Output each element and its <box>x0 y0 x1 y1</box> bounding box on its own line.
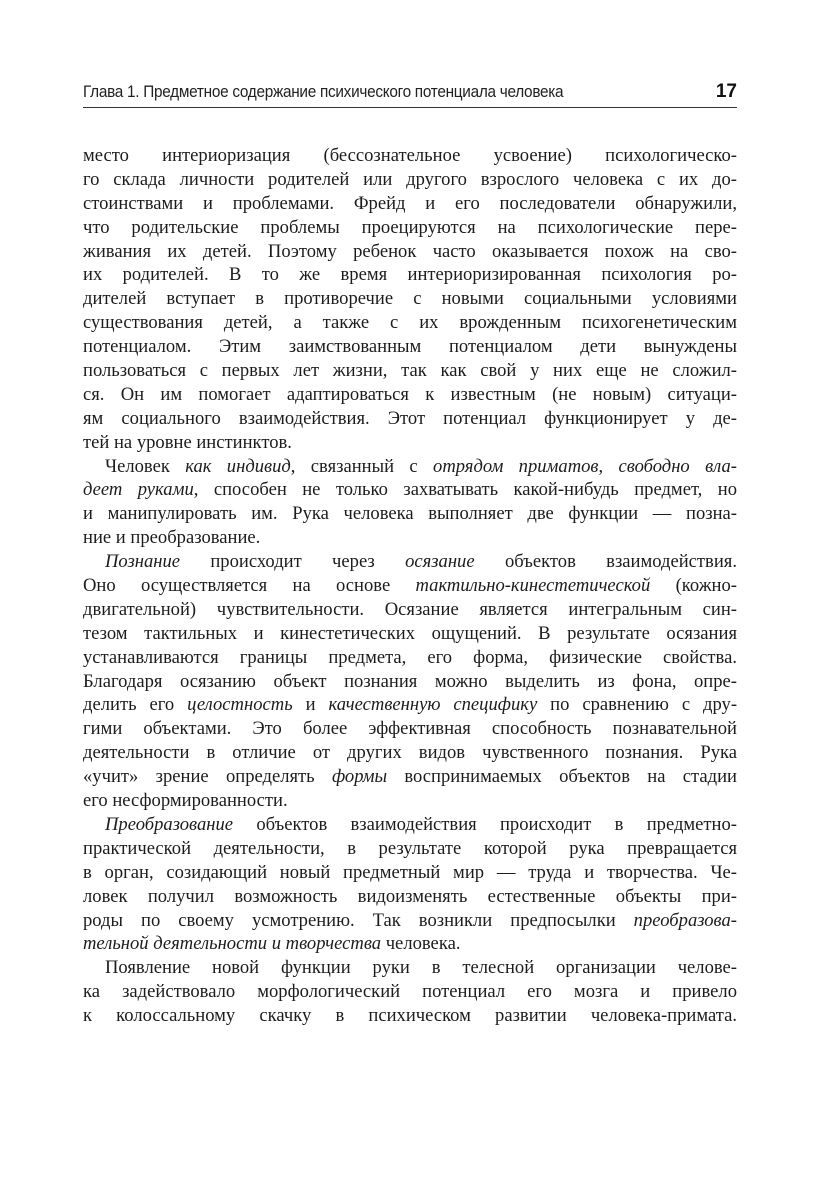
text-line <box>83 1004 737 1028</box>
text-run: (кожно- <box>650 575 737 597</box>
text-line <box>83 885 737 909</box>
text-run: роды по своему усмотрению. Так возникли предпосылки <box>83 909 634 931</box>
text-run: и манипулировать им. Рука человека выполняет две функции — позна- <box>83 503 737 525</box>
text-run: ловек получил возможность видоизменять естественные объекты при- <box>83 885 737 907</box>
text-run: их родителей. В то же время интериоризированная психология ро- <box>83 264 737 286</box>
text-line <box>83 789 737 813</box>
italic-emphasis: отрядом приматов <box>433 455 599 477</box>
text-run: тей на уровне инстинктов. <box>83 431 292 453</box>
body-text <box>83 144 737 1028</box>
text-run: ка задействовало морфологический потенциал его мозга и привело <box>83 981 737 1003</box>
italic-emphasis: как индивид <box>185 455 291 477</box>
text-line <box>83 693 737 717</box>
text-run: , <box>598 455 619 477</box>
text-line <box>83 861 737 885</box>
text-run: в орган, созидающий новый предметный мир — труда и творчества. Че- <box>83 861 737 883</box>
text-line <box>83 144 737 168</box>
text-line <box>83 240 737 264</box>
text-line <box>83 574 737 598</box>
text-line <box>83 909 737 933</box>
text-line <box>83 598 737 622</box>
text-line <box>83 622 737 646</box>
italic-emphasis: формы <box>331 766 388 788</box>
text-line <box>83 670 737 694</box>
text-line <box>83 383 737 407</box>
italic-emphasis: свободно вла- <box>618 455 737 477</box>
text-run: пользоваться с первых лет жизни, так как свой у них еще не сложил- <box>83 360 737 382</box>
text-run: деятельности в отличие от других видов чувственного познания. Рука <box>83 742 737 764</box>
text-run: существования детей, а также с их врожденным психогенетическим <box>83 312 737 334</box>
text-run: по сравнению с дру- <box>537 694 738 716</box>
text-run: , связанный с <box>290 455 434 477</box>
running-header <box>83 80 737 108</box>
text-line <box>83 980 737 1004</box>
page-number: 17 <box>715 81 737 102</box>
text-line <box>83 431 737 455</box>
text-line <box>83 741 737 765</box>
italic-emphasis: тельной деятельности и творчества <box>83 933 382 955</box>
text-run: к колоссальному скачку в психическом развитии человека-примата. <box>83 1005 737 1027</box>
text-run: Оно осуществляется на основе <box>83 575 416 597</box>
text-run: объектов взаимодействия. <box>474 551 737 573</box>
text-line <box>83 526 737 550</box>
text-run: , способен не только захватывать какой-нибудь предмет, но <box>193 479 737 501</box>
paragraph <box>83 813 737 956</box>
text-line <box>83 550 737 574</box>
italic-emphasis: преобразова- <box>633 909 737 931</box>
text-line <box>83 502 737 526</box>
text-run: «учит» зрение определять <box>83 766 332 788</box>
text-line <box>83 192 737 216</box>
text-run: происходит через <box>180 551 406 573</box>
text-run: практической деятельности, в результате которой рука превращается <box>83 837 737 859</box>
text-line <box>83 168 737 192</box>
text-run: потенциалом. Этим заимствованным потенциалом дети вынуждены <box>83 336 737 358</box>
text-run: живания их детей. Поэтому ребенок часто оказывается похож на сво- <box>83 240 737 262</box>
text-line <box>83 646 737 670</box>
text-run: дителей вступает в противоречие с новыми социальными условиями <box>83 288 737 310</box>
text-line <box>83 478 737 502</box>
text-line <box>83 216 737 240</box>
running-title: Глава 1. Предметное содержание психического потенциала человека <box>83 83 564 101</box>
text-line <box>83 956 737 980</box>
text-run: Благодаря осязанию объект познания можно выделить из фона, опре- <box>83 670 737 692</box>
italic-emphasis: качественную специфику <box>328 694 538 716</box>
italic-emphasis: деет руками <box>83 479 194 501</box>
text-run: Появление новой функции руки в телесной организации челове- <box>105 957 737 979</box>
text-line <box>83 932 737 956</box>
text-run: ние и преобразование. <box>83 527 261 549</box>
text-line <box>83 263 737 287</box>
text-run: человека. <box>381 933 461 955</box>
text-run: что родительские проблемы проецируются на психологические пере- <box>83 216 737 238</box>
text-run: двигательной) чувствительности. Осязание является интегральным син- <box>83 598 737 620</box>
paragraph <box>83 455 737 551</box>
text-line <box>83 717 737 741</box>
text-run: делить его <box>83 694 188 716</box>
text-run: объектов взаимодействия происходит в предметно- <box>233 813 737 835</box>
text-line <box>83 311 737 335</box>
text-run: и <box>292 694 329 716</box>
italic-emphasis: Преобразование <box>105 813 234 835</box>
text-line <box>83 837 737 861</box>
text-run: тезом тактильных и кинестетических ощущений. В результате осязания <box>83 622 737 644</box>
text-run: Человек <box>105 455 186 477</box>
paragraph <box>83 956 737 1028</box>
text-line <box>83 407 737 431</box>
text-run: его несформированности. <box>83 790 288 812</box>
text-line <box>83 765 737 789</box>
text-run: устанавливаются границы предмета, его форма, физические свойства. <box>83 646 737 668</box>
italic-emphasis: осязание <box>405 551 475 573</box>
text-run: стоинствами и проблемами. Фрейд и его последователи обнаружили, <box>83 192 737 214</box>
italic-emphasis: Познание <box>105 551 181 573</box>
text-line <box>83 813 737 837</box>
text-line <box>83 455 737 479</box>
text-run: воспринимаемых объектов на стадии <box>387 766 738 788</box>
italic-emphasis: тактильно-кинестетической <box>415 575 651 597</box>
text-line <box>83 335 737 359</box>
text-run: ся. Он им помогает адаптироваться к известным (не новым) ситуаци- <box>83 383 737 405</box>
text-run: гими объектами. Это более эффективная способность познавательной <box>83 718 737 740</box>
paragraph <box>83 550 737 813</box>
text-line <box>83 359 737 383</box>
text-run: место интериоризация (бессознательное усвоение) психологическо- <box>83 145 737 166</box>
paragraph <box>83 144 737 455</box>
text-run: го склада личности родителей или другого взрослого человека с их до- <box>83 168 737 190</box>
text-run: ям социального взаимодействия. Этот потенциал функционирует у де- <box>83 407 737 429</box>
italic-emphasis: целостность <box>187 694 293 716</box>
text-line <box>83 287 737 311</box>
